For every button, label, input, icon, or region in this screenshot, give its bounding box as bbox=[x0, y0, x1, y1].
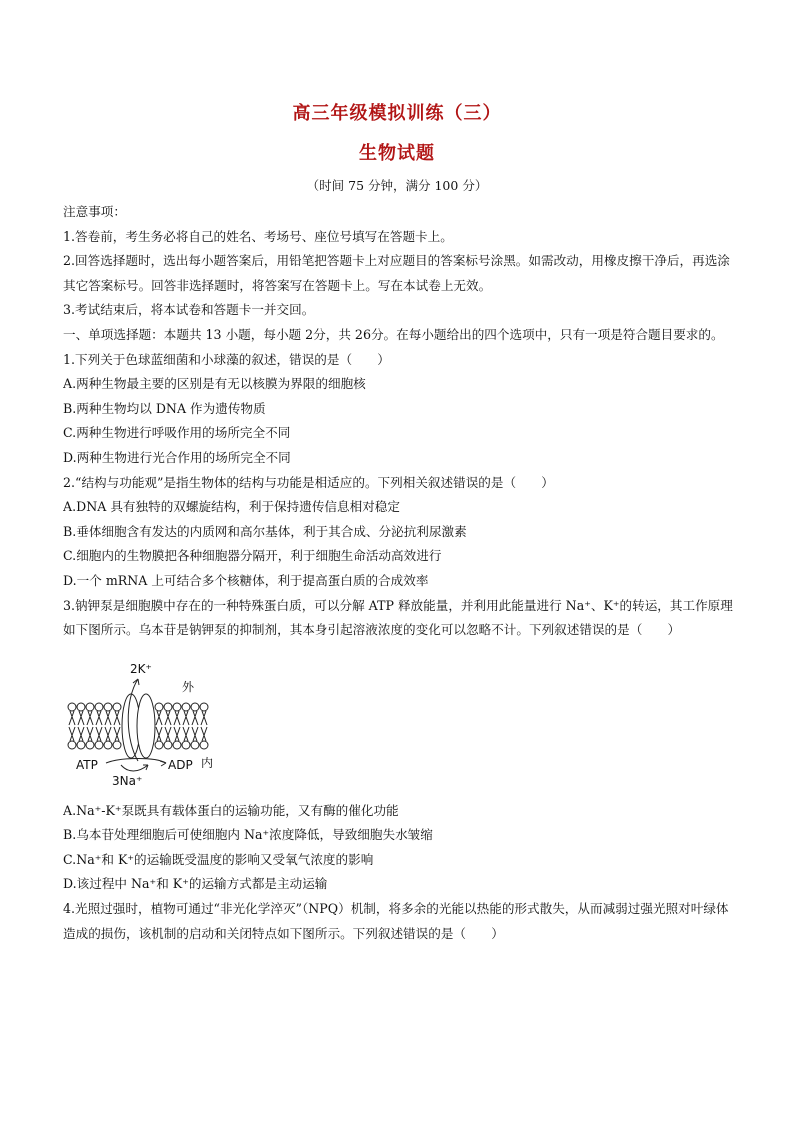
option: D.该过程中 Na⁺和 K⁺的运输方式都是主动运输 bbox=[63, 876, 328, 892]
note-item: 1.答卷前，考生务必将自己的姓名、考场号、座位号填写在答题卡上。 bbox=[63, 228, 453, 244]
option: A.两种生物最主要的区别是有无以核膜为界限的细胞核 bbox=[63, 376, 366, 392]
inside-label: 内 bbox=[201, 755, 214, 770]
option: C.Na⁺和 K⁺的运输既受温度的影响又受氧气浓度的影响 bbox=[63, 851, 374, 867]
option: A.Na⁺-K⁺泵既具有载体蛋白的运输功能，又有酶的催化功能 bbox=[63, 802, 399, 818]
question-stem: 2.“结构与功能观”是指生物体的结构与功能是相适应的。下列相关叙述错误的是（ ） bbox=[63, 474, 554, 490]
question-stem: 4.光照过强时，植物可通过“非光化学淬灭”（NPQ）机制，将多余的光能以热能的形式散失，从而减弱过强光照对叶绿体造成的损伤，该机制的启动和关闭特点如下图所示。下列叙述错误的是（ ） bbox=[63, 901, 729, 941]
adp-label: ADP bbox=[168, 757, 193, 772]
na-arrow bbox=[121, 765, 148, 771]
question-stem: 1.下列关于色球蓝细菌和小球藻的叙述，错误的是（ ） bbox=[63, 351, 390, 367]
option: C.细胞内的生物膜把各种细胞器分隔开，利于细胞生命活动高效进行 bbox=[63, 548, 442, 564]
option: C.两种生物进行呼吸作用的场所完全不同 bbox=[63, 425, 291, 441]
pump-diagram bbox=[66, 661, 216, 791]
option: A.DNA 具有独特的双螺旋结构，利于保持遗传信息相对稳定 bbox=[63, 499, 400, 515]
note-item: 3.考试结束后，将本试卷和答题卡一并交回。 bbox=[63, 302, 315, 318]
note-item: 2.回答选择题时，选出每小题答案后，用铅笔把答题卡上对应题目的答案标号涂黑。如需改动，用橡皮擦干净后，再选涂其它答案标号。回答非选择题时，将答案写在答题卡上。写在本试卷上无效。 bbox=[63, 253, 730, 293]
na-ion-label: 3Na⁺ bbox=[112, 773, 143, 788]
exam-info: （时间 75 分钟，满分 100 分） bbox=[306, 178, 488, 193]
sodium-potassium-pump-figure bbox=[66, 661, 216, 791]
atp-adp-arrow bbox=[106, 758, 166, 763]
option: D.两种生物进行光合作用的场所完全不同 bbox=[63, 449, 291, 465]
exam-title: 高三年级模拟训练（三） bbox=[292, 103, 502, 124]
question-stem: 3.钠钾泵是细胞膜中存在的一种特殊蛋白质，可以分解 ATP 释放能量，并利用此能量进行 Na⁺、K⁺的转运，其工作原理如下图所示。乌本苷是钠钾泵的抑制剂，其本身引起溶液浓度的变化可以忽略不计。下列叙述错误的是（ ） bbox=[63, 597, 733, 638]
option: D.一个 mRNA 上可结合多个核糖体，利于提高蛋白质的合成效率 bbox=[63, 572, 429, 588]
exam-body bbox=[63, 200, 735, 946]
section-heading: 一、单项选择题：本题共 13 小题，每小题 2分，共 26分。在每小题给出的四个选项中，只有一项是符合题目要求的。 bbox=[63, 326, 724, 342]
option: B.乌本苷处理细胞后可使细胞内 Na⁺浓度降低，导致细胞失水皱缩 bbox=[63, 827, 433, 843]
k-ion-label: 2K⁺ bbox=[130, 661, 152, 676]
subject-title: 生物试题 bbox=[359, 143, 435, 164]
notes-heading: 注意事项： bbox=[63, 204, 126, 219]
outside-label: 外 bbox=[182, 679, 195, 694]
option: B.垂体细胞含有发达的内质网和高尔基体，利于其合成、分泌抗利尿激素 bbox=[63, 523, 467, 539]
option: B.两种生物均以 DNA 作为遗传物质 bbox=[63, 400, 266, 416]
atp-label: ATP bbox=[76, 757, 98, 772]
pump-protein-right bbox=[137, 694, 155, 758]
